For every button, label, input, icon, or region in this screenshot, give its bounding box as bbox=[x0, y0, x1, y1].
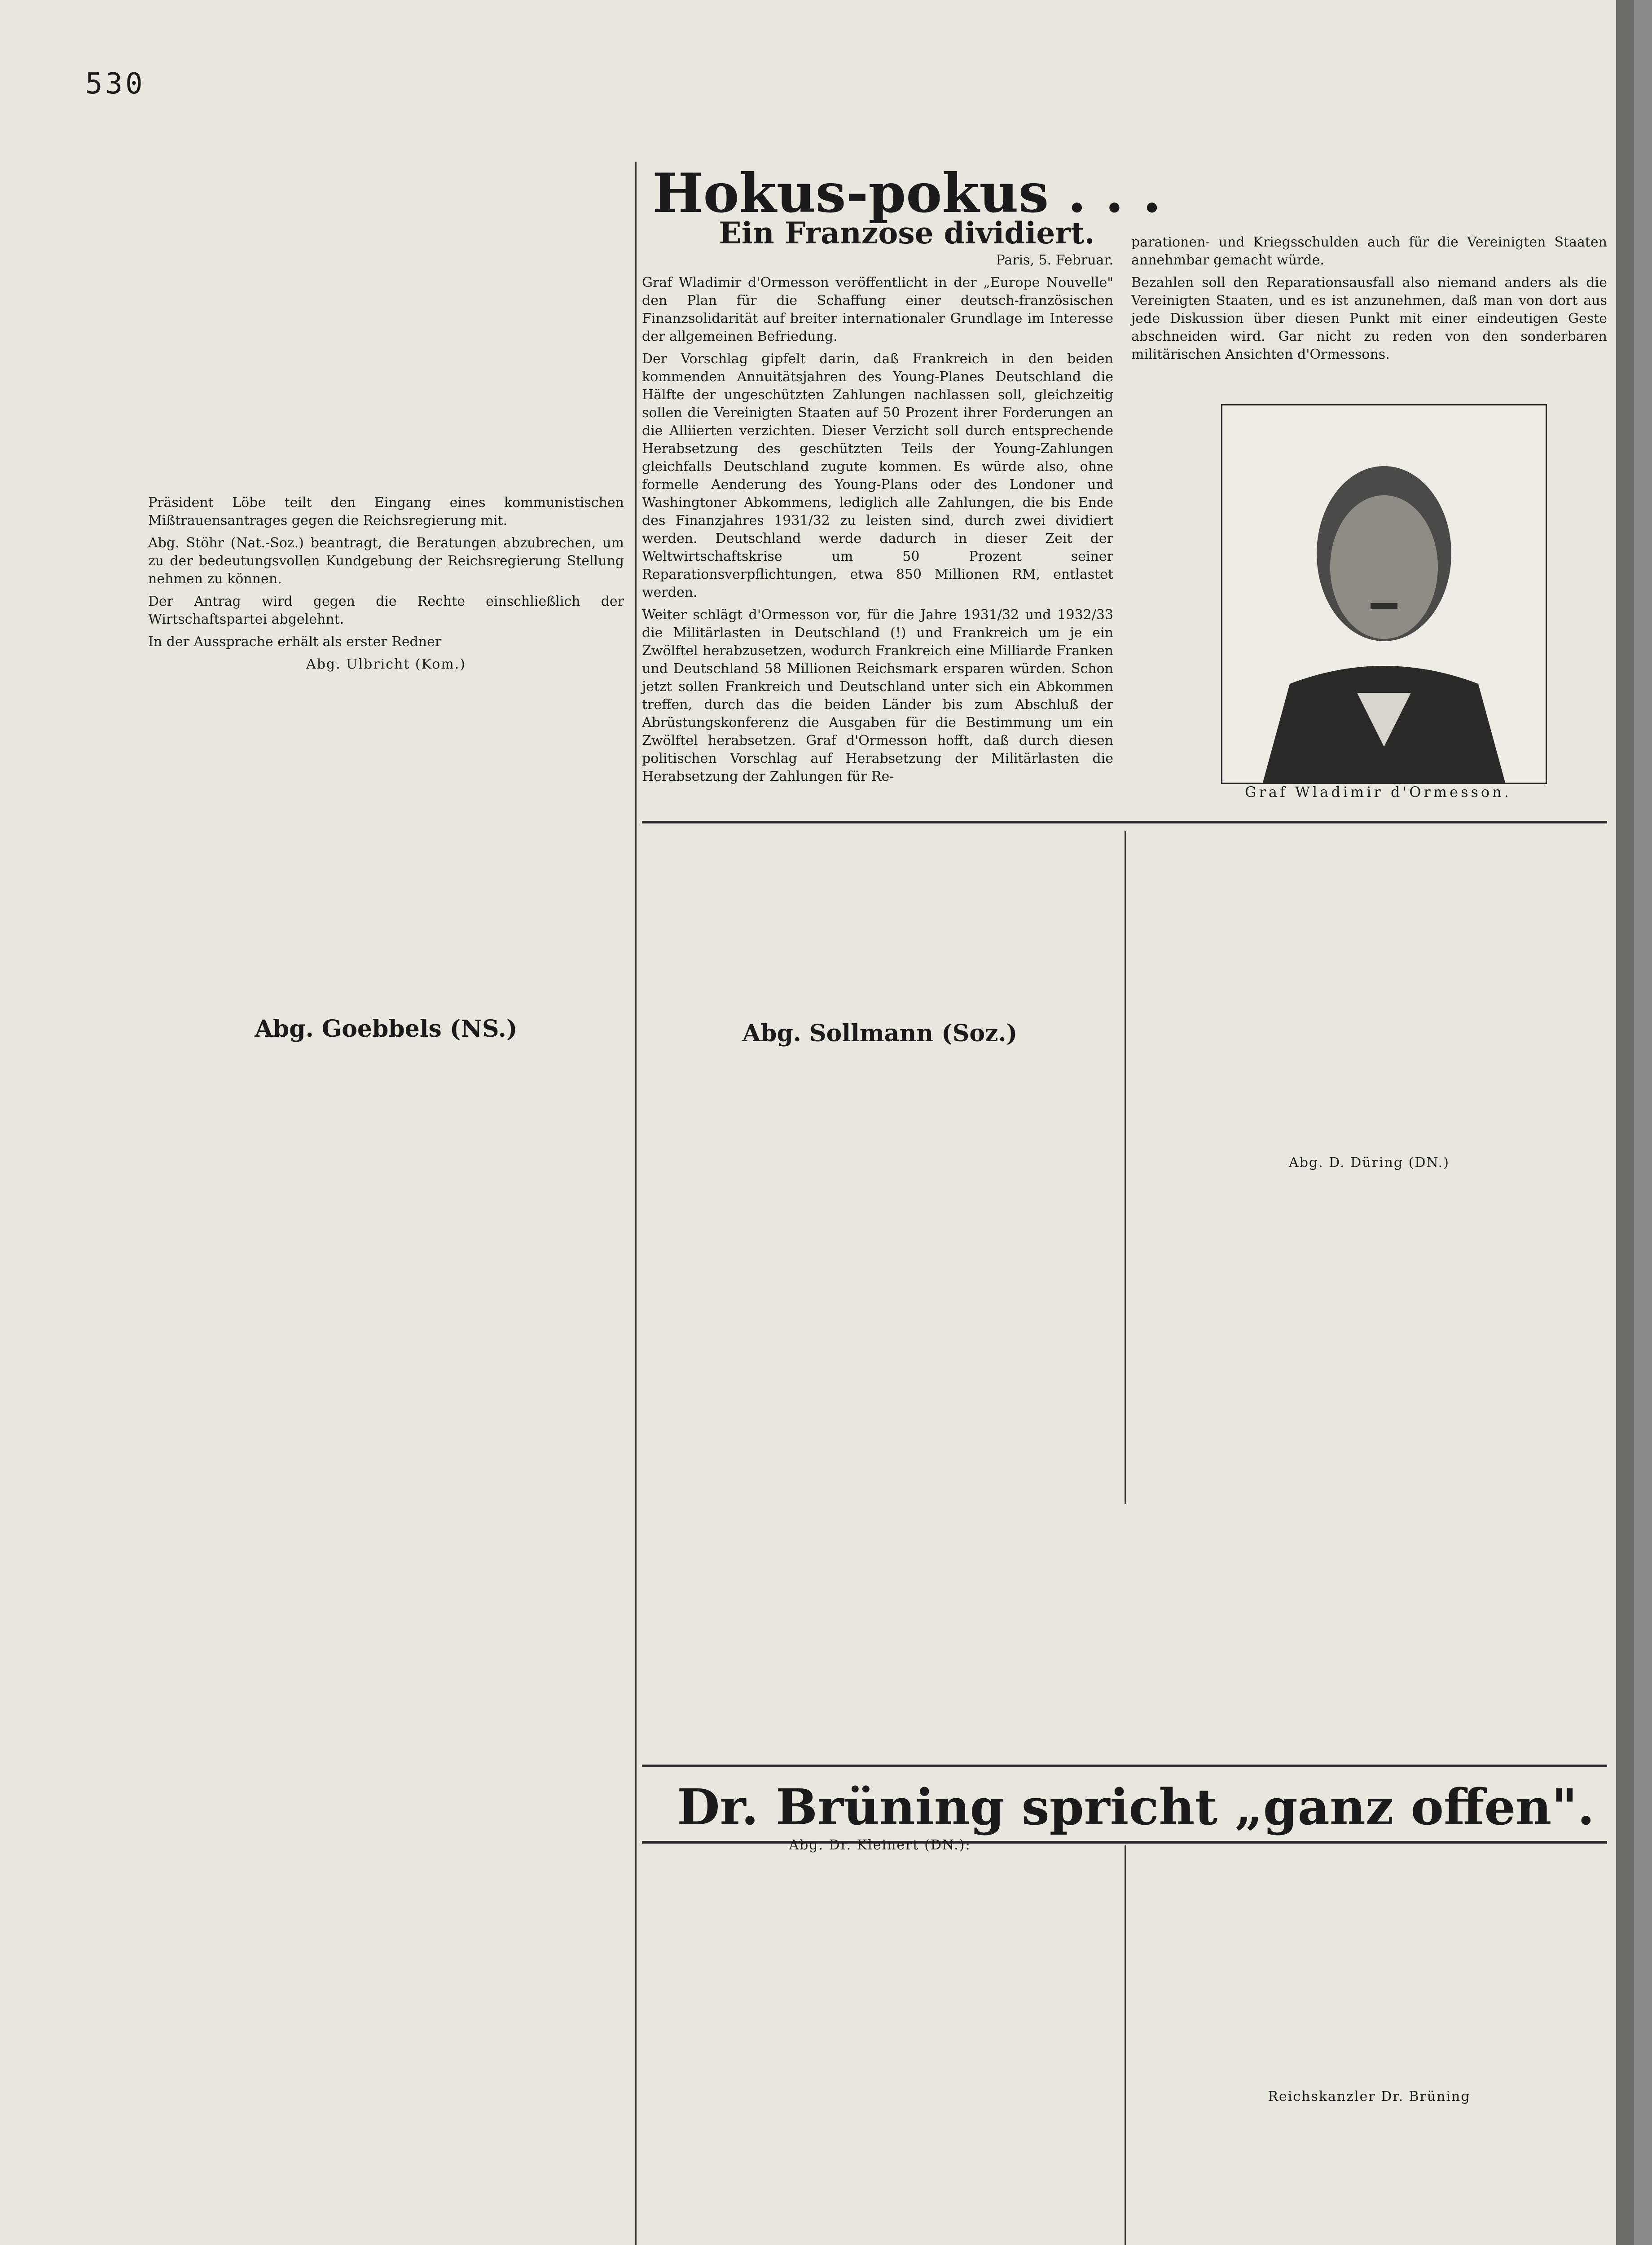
bruening-column-right bbox=[1131, 1850, 1607, 2110]
dateline: Paris, 5. Februar. bbox=[996, 252, 1113, 268]
debate-column-right bbox=[1131, 831, 1607, 1176]
column-rule bbox=[635, 162, 637, 2245]
article-paragraph: Abg. Stöhr (Nat.-Soz.) beantragt, die Beratungen abzubrechen, um zu der bedeutungsvollen Kundgebung der Reichsregierung Stellung nehmen zu können. bbox=[148, 535, 624, 587]
hokus-column-continued bbox=[1131, 233, 1607, 368]
portrait-image bbox=[1222, 405, 1546, 783]
bruening-column-left bbox=[646, 1832, 1113, 1859]
speaker-heading: Abg. Sollmann (Soz.) bbox=[742, 1020, 1018, 1047]
article-paragraph: Der Antrag wird gegen die Rechte einschließlich der Wirtschaftspartei abgelehnt. bbox=[148, 594, 624, 627]
article-paragraph: Präsident Löbe teilt den Eingang eines kommunistischen Mißtrauensantrages gegen die Reichsregierung mit. bbox=[148, 495, 624, 528]
debate-column-middle bbox=[646, 831, 1113, 1054]
article-paragraph: Graf Wladimir d'Ormesson veröffentlicht in der „Europe Nouvelle" den Plan für die Schaffung einer deutsch-französischen Finanzsolidarität auf breiter internationaler Grundlage im Interesse der allgemeinen Befriedung. bbox=[642, 275, 1113, 344]
portrait-photo bbox=[1221, 404, 1547, 784]
hokus-column bbox=[642, 251, 1113, 790]
speaker-line: Reichskanzler Dr. Brüning bbox=[1268, 2089, 1471, 2104]
article-paragraph: Bezahlen soll den Reparationsausfall also niemand anders als die Vereinigten Staaten, und es ist anzunehmen, daß man von dort aus jede Diskussion über diesen Punkt mit einer eindeutigen Geste abschneiden wird. Gar nicht zu reden von den sonderbaren militärischen Ansichten d'Ormessons. bbox=[1131, 275, 1607, 362]
section-rule bbox=[642, 821, 1607, 823]
article-paragraph: parationen- und Kriegsschulden auch für die Vereinigten Staaten annehmbar gemacht würde. bbox=[1131, 234, 1607, 268]
speaker-line: Abg. Dr. Kleinert (DN.): bbox=[789, 1837, 971, 1853]
article-paragraph: Weiter schlägt d'Ormesson vor, für die Jahre 1931/32 und 1932/33 die Militärlasten in Deutschland (!) und Frankreich um je ein Zwölftel herabzusetzen, wodurch Frankreich eine Milliarde Franken und Deutschland 58 Millionen Reichsmark ersparen würden. Schon jetzt sollen Frankreich und Deutschland unter sich ein Abkommen treffen, durch das die beiden Länder bis zum Abschluß der Abrüstungskonferenz die Ausgaben für die Bestimmung um ein Zwölftel herabsetzen. Graf d'Ormesson hofft, daß durch diesen politischen Vorschlag auf Herabsetzung der Militärlasten die Herabsetzung der Zahlungen für Re- bbox=[642, 607, 1113, 784]
bruening-headline: Dr. Brüning spricht „ganz offen". bbox=[677, 1778, 1595, 1836]
speaker-heading: Abg. Goebbels (NS.) bbox=[255, 1015, 518, 1043]
article-title: Hokus-pokus . . . bbox=[652, 162, 1161, 225]
photo-caption: Graf Wladimir d'Ormesson. bbox=[1245, 784, 1511, 801]
column-rule bbox=[1125, 1845, 1126, 2245]
page-number: 530 bbox=[85, 67, 145, 101]
scan-edge bbox=[1616, 0, 1634, 2245]
column-rule bbox=[1125, 831, 1126, 1504]
article-subtitle: Ein Franzose dividiert. bbox=[719, 216, 1095, 251]
speaker-line: Abg. Ulbricht (Kom.) bbox=[306, 656, 466, 672]
speaker-line: Abg. D. Düring (DN.) bbox=[1289, 1155, 1450, 1171]
article-paragraph: Der Vorschlag gipfelt darin, daß Frankreich in den beiden kommenden Annuitätsjahren des Young-Planes Deutschland die Hälfte der ungeschützten Zahlungen nachlassen soll, gleichzeitig sollen die Vereinigten Staaten auf 50 Prozent ihrer Forderungen an die Alliierten verzichten. Dieser Verzicht soll durch entsprechende Herabsetzung des geschützten Teils der Young-Zahlungen gleichfalls Deutschland zugute kommen. Es würde also, ohne formelle Aenderung des Young-Plans oder des Londoner und Washingtoner Abkommens, lediglich alle Zahlungen, die bis Ende des Finanzjahres 1931/32 zu leisten sind, durch zwei dividiert werden. Deutschland werde dadurch in dieser Zeit der Weltwirtschaftskrise um 50 Prozent seiner Reparationsverpflichtungen, etwa 850 Millionen RM, entlastet werden. bbox=[642, 351, 1113, 600]
article-paragraph: In der Aussprache erhält als erster Redner bbox=[148, 634, 442, 650]
section-rule bbox=[642, 1765, 1607, 1767]
debate-column-left bbox=[148, 494, 624, 1050]
